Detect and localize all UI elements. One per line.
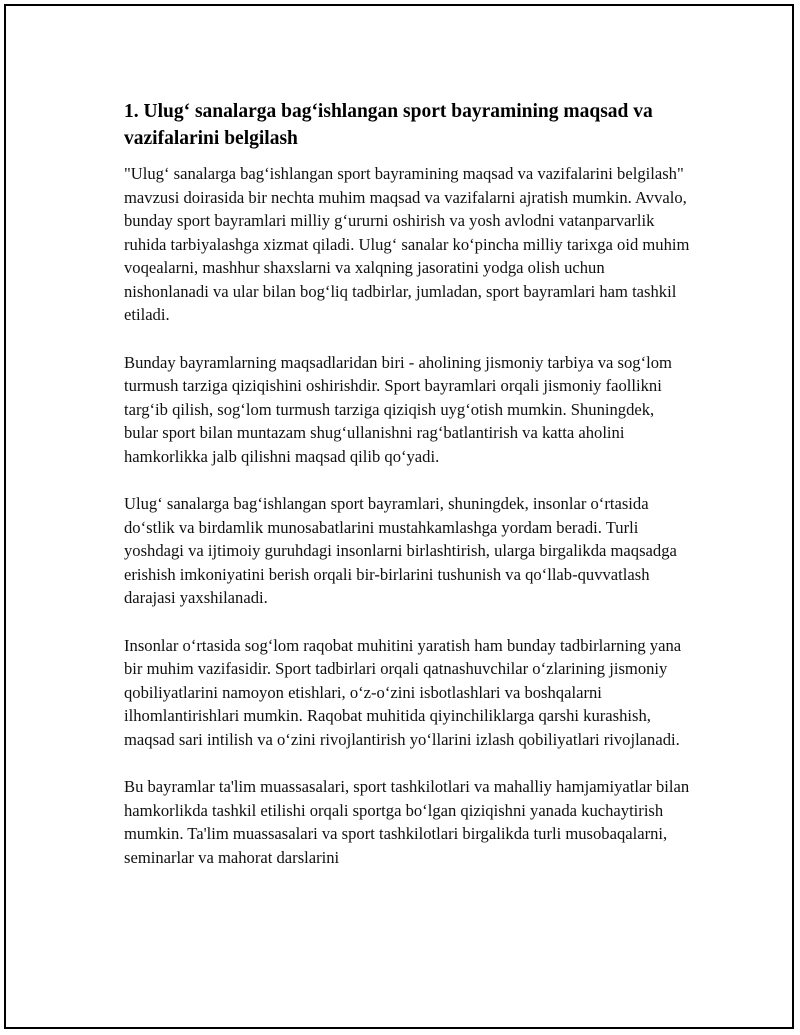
- section-heading: 1. Ulug‘ sanalarga bag‘ishlangan sport bayramining maqsad va vazifalarini belgilash: [124, 101, 653, 149]
- paragraph-4: Insonlar o‘rtasida sog‘lom raqobat muhitini yaratish ham bunday tadbirlarning yana bir muhim vazifasidir. Sport tadbirlari orqali qatnashuvchilar o‘zlarining jismoniy qobiliyatlarini namoyon etishlari, o‘z-o‘zini isbotlashlari va boshqalarni ilhomlantirishlari mumkin. Raqobat muhitida qiyinchiliklarga qarshi kurashish, maqsad sari intilish va o‘zini rivojlantirish yo‘llarini izlash qobiliyatlari rivojlanadi.: [124, 635, 682, 749]
- paragraph-1: "Ulug‘ sanalarga bag‘ishlangan sport bayramining maqsad va vazifalarini belgilash" mavzusi doirasida bir nechta muhim maqsad va vazifalarni ajratish mumkin. Avvalo, bunday sport bayramlari milliy g‘ururni oshirish va yosh avlodni vatanparvarlik ruhida tarbiyalashga xizmat qiladi. Ulug‘ sanalar ko‘pincha milliy tarixga oid muhim voqealarni, mashhur shaxslarni va xalqning jasoratini yodga olish uchun nishonlanadi va ular bilan bog‘liq tadbirlar, jumladan, sport bayramlari ham tashkil etiladi.: [124, 164, 690, 324]
- paragraph-3: Ulug‘ sanalarga bag‘ishlangan sport bayramlari, shuningdek, insonlar o‘rtasida do‘stlik va birdamlik munosabatlarini mustahkamlashga yordam beradi. Turli yoshdagi va ijtimoiy guruhdagi insonlarni birlashtirish, ularga birgalikda maqsadga erishish imkoniyatini berish orqali bir-birlarini tushunish va qo‘llab-quvvatlash darajasi yaxshilanadi.: [124, 494, 677, 607]
- paragraph-5: Bu bayramlar ta'lim muassasalari, sport tashkilotlari va mahalliy hamjamiyatlar bilan hamkorlikda tashkil etilishi orqali sportga bo‘lgan qiziqishni yanada kuchaytirish mumkin. Ta'lim muassasalari va sport tashkilotlari birgalikda turli musobaqalarni, seminarlar va mahorat darslarini: [124, 777, 690, 867]
- page-frame: [4, 4, 794, 1029]
- document-body: [124, 98, 690, 893]
- paragraph-2: Bunday bayramlarning maqsadlaridan biri - aholining jismoniy tarbiya va sog‘lom turmush tarziga qiziqishini oshirishdir. Sport bayramlari orqali jismoniy faollikni targ‘ib qilish, sog‘lom turmush tarziga qiziqish uyg‘otish mumkin. Shuningdek, bular sport bilan muntazam shug‘ullanishni rag‘batlantirish va katta aholini hamkorlikka jalb qilishni maqsad qilib qo‘yadi.: [124, 352, 672, 466]
